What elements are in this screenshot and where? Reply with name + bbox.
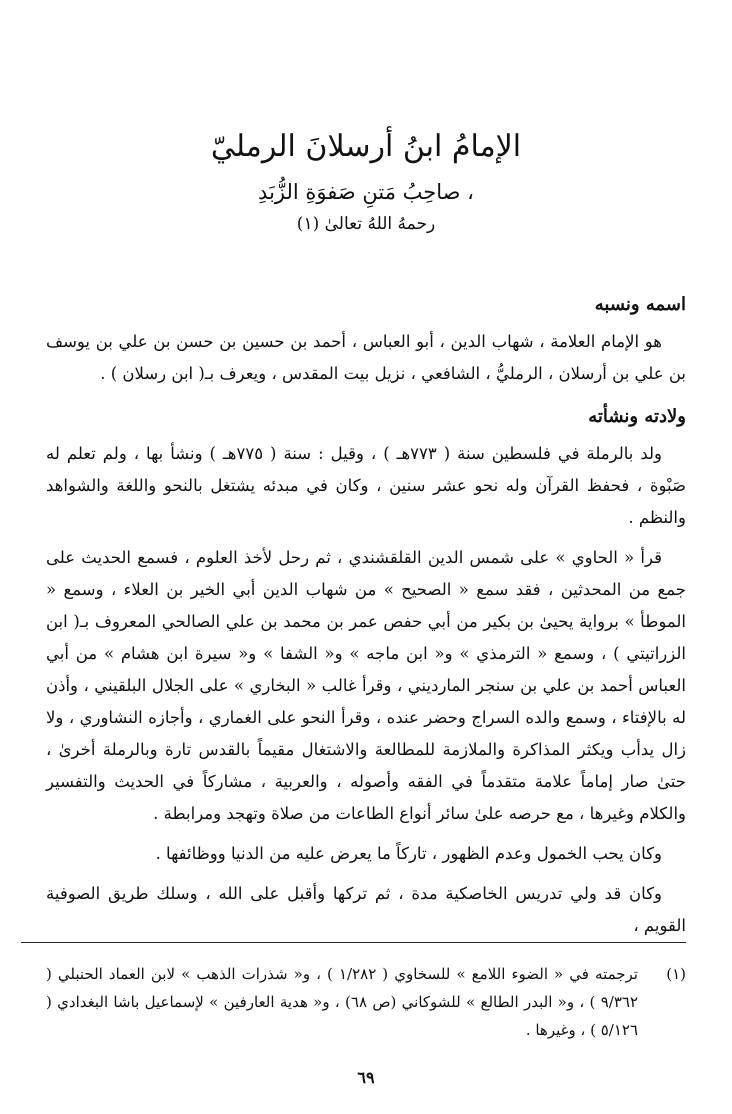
paragraph-character: وكان يحب الخمول وعدم الظهور ، تاركاً ما يعرض عليه من الدنيا ووظائفها . bbox=[155, 844, 662, 863]
page-title: الإمامُ ابنُ أرسلانَ الرمليّ bbox=[210, 129, 522, 164]
page-subtitle: صاحِبُ مَتنِ صَفوَةِ الزُّبَدِ ، bbox=[258, 180, 474, 204]
footnote-divider bbox=[21, 942, 686, 943]
page-subtitle-dua: رحمهُ اللهُ تعالىٰ (١) bbox=[296, 214, 436, 234]
section-heading-name: اسمه ونسبه bbox=[594, 294, 686, 315]
paragraph-teaching: وكان قد ولي تدريس الخاصكية مدة ، ثم تركها وأقبل على الله ، وسلك طريق الصوفية القويم ، bbox=[46, 884, 686, 935]
paragraph-studies: قرأ « الحاوي » على شمس الدين القلقشندي ، ثم رحل لأخذ العلوم ، فسمع الحديث على جمع من المحدثين ، فقد سمع « الصحيح » من شهاب الدين أبي الخير بن العلاء ، وسمع « الموطأ » برواية يحيىٰ بن بكير من أبي حفص عمر بن محمد بن علي الصالحي المعروف بـ( ابن الزراتيتي ) ، وسمع « الترمذي » و« ابن ماجه » و« الشفا » و« سيرة ابن هشام » من أبي العباس أحمد بن علي بن سنجر الماردیني ، وقرأ غالب « البخاري » على الجلال البلقيني ، وأذن له بالإفتاء ، وسمع والده السراج وحضر عنده ، وقرأ النحو على الغماري ، وأجازه النشاوري ، ولا زال يدأب ويكثر المذاكرة والملازمة للمطالعة والاشتغال مقيماً بالقدس تارة وبالرملة أخرىٰ ، حتىٰ صار إماماً علامة متقدماً في الفقه وأصوله ، والعربية ، مشاركاً في الحديث والتفسير والكلام وغيرها ، مع حرصه علىٰ سائر أنواع الطاعات من صلاة وتهجد ومرابطة . bbox=[46, 548, 686, 823]
paragraph-birth: ولد بالرملة في فلسطين سنة ( ٧٧٣هـ ) ، وقيل : سنة ( ٧٧٥هـ ) ونشأ بها ، ولم تعلم له صَبْوة ، فحفظ القرآن وله نحو عشر سنين ، وكان في مبدئه يشتغل بالنحو واللغة والشواهد والنظم . bbox=[46, 444, 686, 527]
paragraph-name-lineage: هو الإمام العلامة ، شهاب الدين ، أبو العباس ، أحمد بن حسين بن حسن بن علي بن يوسف بن علي بن أرسلان ، الرمليُّ ، الشافعي ، نزيل بيت المقدس ، ويعرف بـ( ابن رسلان ) . bbox=[46, 332, 686, 383]
footnote bbox=[46, 960, 686, 1044]
title-block bbox=[0, 125, 732, 237]
section-heading-birth: ولادته ونشأته bbox=[588, 406, 686, 427]
page-number: ٦٩ bbox=[357, 1068, 375, 1087]
footnote-number: (١) bbox=[666, 965, 686, 983]
footnote-text: ترجمته في « الضوء اللامع » للسخاوي ( ١/٢٨٢ ) ، و« شذرات الذهب » لابن العماد الحنبلي ( ٩/٣٦٢ ) ، و« البدر الطالع » للشوكاني (ص ٦٨) ، و« هدية العارفين » لإسماعيل باشا البغدادي ( ٥/١٢٦ ) ، وغيرها . bbox=[46, 965, 638, 1039]
main-content bbox=[46, 290, 686, 950]
